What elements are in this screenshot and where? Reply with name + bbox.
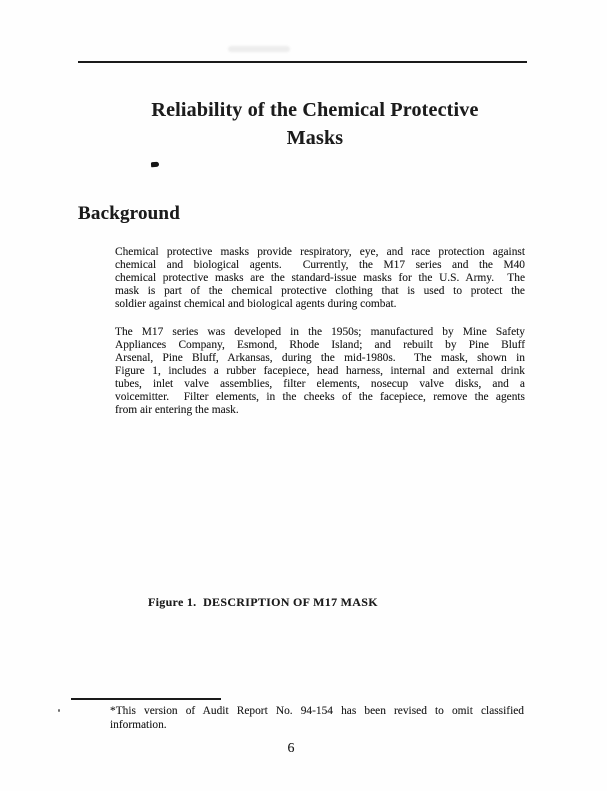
stray-ink-mark bbox=[151, 162, 159, 168]
page-title: Reliability of the Chemical Protective Masks bbox=[151, 99, 479, 149]
footnote: *This version of Audit Report No. 94-154 has been revised to omit classified information. bbox=[110, 705, 524, 731]
paragraph-m17-series: The M17 series was developed in the 1950s; manufactured by Mine Safety Appliances Company, Esmond, Rhode Island; and rebuilt by Pine Bluff Arsenal, Pine Bluff, Arkansas, during the mid-1980s. The mask, shown in Figure 1, includes a rubber facepiece, head harness, internal and external drink tubes, inlet valve assemblies, filter elements, nosecup valve disks, and a voicemitter. Filter elements, in the cheeks of the facepiece, remove the agents from air entering the mask. bbox=[115, 326, 525, 416]
scan-speck bbox=[58, 709, 60, 712]
header-rule bbox=[78, 61, 527, 63]
page-number: 6 bbox=[287, 741, 295, 756]
paragraph-overview: Chemical protective masks provide respiratory, eye, and race protection against chemical and biological agents. Currently, the M17 series and the M40 chemical protective masks are the standard-issue masks for the U.S. Army. The mask is part of the chemical protective clothing that is used to protect the soldier against chemical and biological agents during combat. bbox=[115, 246, 525, 310]
scan-smudge bbox=[228, 46, 290, 52]
section-heading-background: Background bbox=[78, 203, 180, 224]
footnote-rule bbox=[71, 698, 221, 700]
figure-caption: Figure 1. DESCRIPTION OF M17 MASK bbox=[148, 595, 378, 609]
